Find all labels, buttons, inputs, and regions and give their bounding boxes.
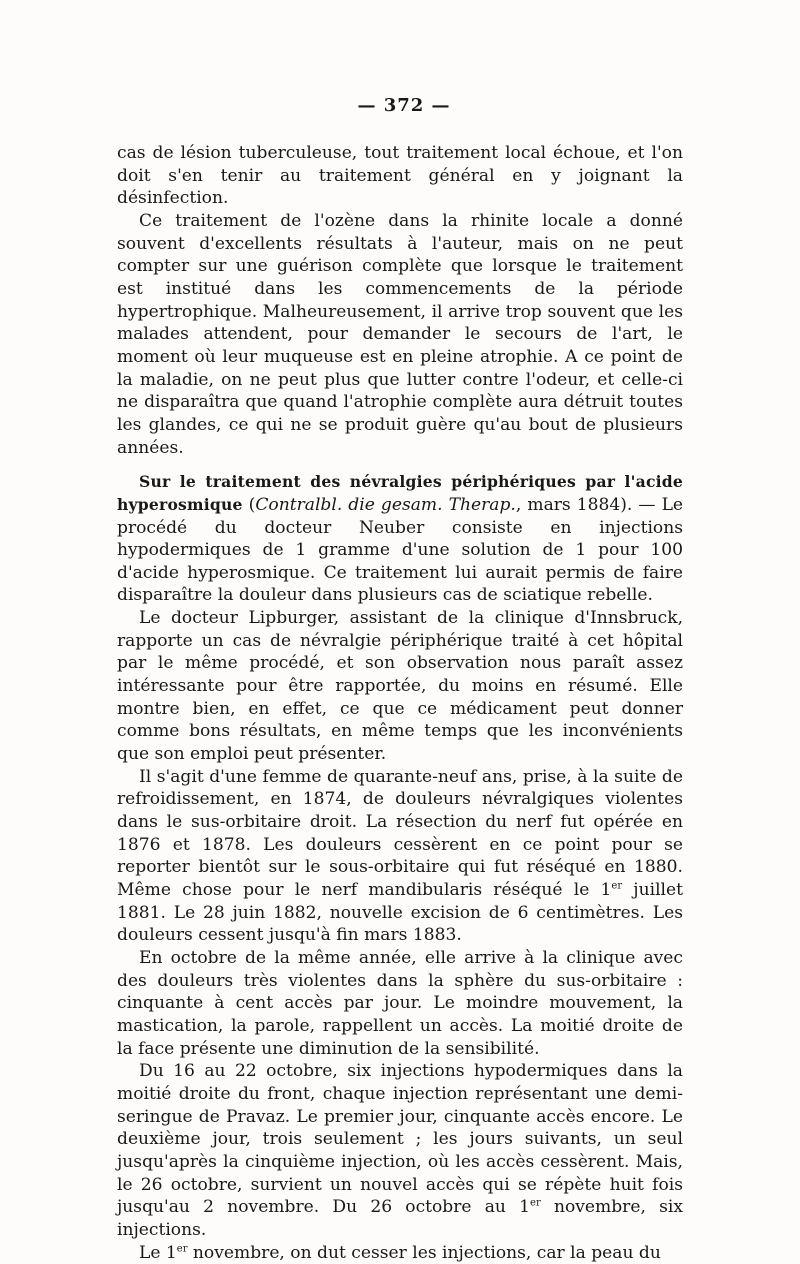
book-page (117, 95, 683, 1264)
source-journal: Contralbl. die gesam. Therap. (255, 495, 516, 515)
november-text-1: Le 1 (139, 1243, 177, 1263)
paragraph-case-history (117, 766, 683, 947)
source-open-paren: ( (249, 495, 256, 515)
case-history-text-2: juillet 1881. Le 28 juin 1882, nouvelle excision de 6 centimètres. Les douleurs cessent jusqu'à fin mars 1883. (117, 880, 683, 945)
paragraph-november (117, 1242, 683, 1264)
paragraph-lipburger: Le docteur Lipburger, assistant de la clinique d'Innsbruck, rapporte un cas de névralgie périphérique traité à cet hôpital par le même procédé, et son observation nous paraît assez intéressante pour être rapportée, du moins en résumé. Elle montre bien, en effet, ce que ce médicament peut donner comme bons résultats, en même temps que les inconvénients que son emploi peut présenter. (117, 607, 683, 766)
superscript-er: er (530, 1198, 541, 1209)
paragraph-injections (117, 1060, 683, 1241)
section-neuralgia (117, 471, 683, 607)
case-history-text-1: Il s'agit d'une femme de quarante-neuf ans, prise, à la suite de refroidissement, en 1874, de douleurs névralgiques violentes dans le sus-orbitaire droit. La résection du nerf fut opérée en 1876 et 1878. Les douleurs cessèrent en ce point pour se reporter bientôt sur le sous-orbitaire qui fut réséqué en 1880. Même chose pour le nerf mandibularis réséqué le 1 (117, 767, 683, 900)
paragraph-october-clinic: En octobre de la même année, elle arrive à la clinique avec des douleurs très violentes dans la sphère du sus-orbitaire : cinquante à cent accès par jour. Le moindre mouvement, la mastication, la parole, rappellent un accès. La moitié droite de la face présente une diminution de la sensibilité. (117, 947, 683, 1060)
section-heading: Sur le traitement des névralgies périphériques par l'acide hyperosmique (117, 472, 683, 514)
injections-text-1: Du 16 au 22 octobre, six injections hypodermiques dans la moitié droite du front, chaque injection représentant une demi-seringue de Pravaz. Le premier jour, cinquante accès encore. Le deuxième jour, trois seulement ; les jours suivants, un seul jusqu'après la cinquième injection, où les accès cessèrent. Mais, le 26 octobre, survient un nouvel accès qui se répète huit fois jusqu'au 2 novembre. Du 26 octobre au 1 (117, 1061, 683, 1217)
paragraph-continuation: cas de lésion tuberculeuse, tout traitement local échoue, et l'on doit s'en tenir au traitement général en y joignant la désinfection. (117, 142, 683, 210)
superscript-er: er (611, 880, 622, 891)
paragraph-ozene-treatment: Ce traitement de l'ozène dans la rhinite locale a donné souvent d'excellents résultats à l'auteur, mais on ne peut compter sur une guérison complète que lorsque le traitement est institué dans les commencements de la période hypertrophique. Malheureusement, il arrive trop souvent que les malades attendent, pour demander le secours de l'art, le moment où leur muqueuse est en pleine atrophie. A ce point de la maladie, on ne peut plus que lutter contre l'odeur, et celle-ci ne disparaîtra que quand l'atrophie complète aura détruit toutes les glandes, ce qui ne se produit guère qu'au bout de plusieurs années. (117, 210, 683, 459)
section-intro: Le procédé du docteur Neuber consiste en injections hypodermiques de 1 gramme d'une solution de 1 pour 100 d'acide hyperosmique. Ce traitement lui aurait permis de faire disparaître la douleur dans plusieurs cas de sciatique rebelle. (117, 495, 683, 606)
page-number: — 372 — (125, 95, 683, 116)
injections-text-2: novembre, six injections. (117, 1197, 683, 1240)
section-source (249, 495, 656, 515)
superscript-er: er (177, 1243, 188, 1254)
november-text-2: novembre, on dut cesser les injections, car la peau du (187, 1243, 660, 1263)
source-date: , mars 1884). — (516, 495, 656, 515)
